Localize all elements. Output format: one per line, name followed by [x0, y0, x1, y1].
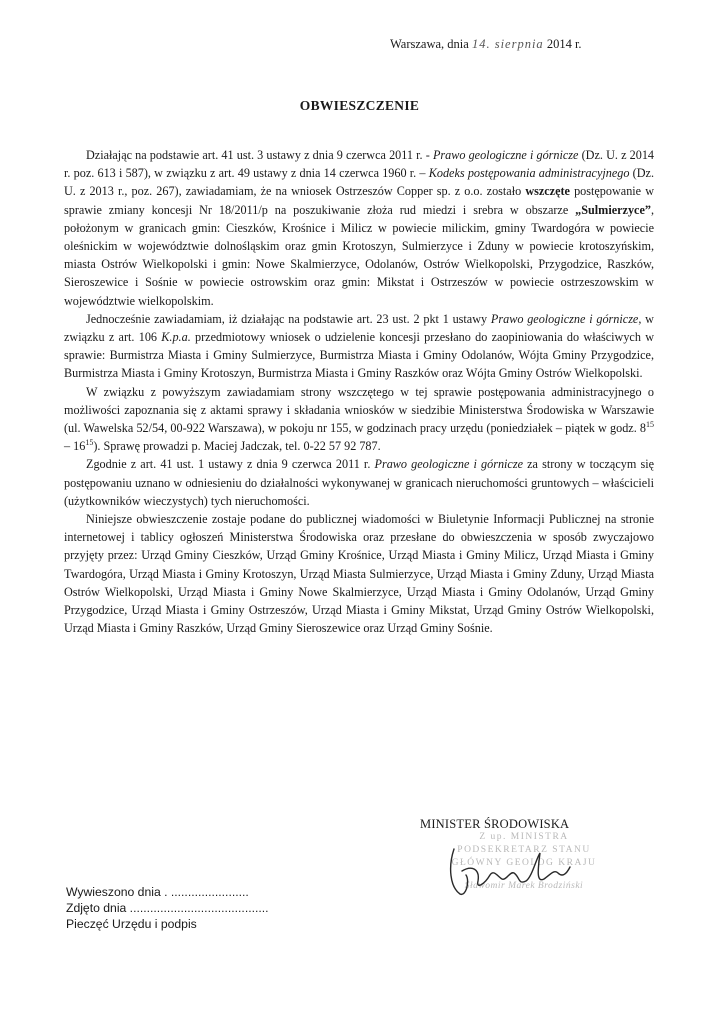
- handwritten-signature: [440, 839, 590, 899]
- minister-title: MINISTER ŚRODOWISKA: [420, 817, 570, 831]
- paragraph-2: Jednocześnie zawiadamiam, iż działając na podstawie art. 23 ust. 2 pkt 1 ustawy Prawo geologiczne i górnicze, w związku z art. 106 K.p.a. przedmiotowy wniosek o udzielenie koncesji przesłano do zaopiniowania do właściwych w sprawie: Burmistrza Miasta i Gminy Sulmierzyce, Burmistrza Miasta i Gminy Odolanów, Wójta Gminy Przygodzice, Burmistrza Miasta i Gminy Krotoszyn, Burmistrza Miasta i Gminy Raszków oraz Wójta Gminy Ostrów Wielkopolski.: [64, 311, 654, 381]
- paragraph-3: W związku z powyższym zawiadamiam strony wszczętego w tej sprawie postępowania administracyjnego o możliwości zapoznania się z aktami sprawy i składania wniosków w siedzibie Ministerstwa Środowiska w Warszawie (ul. Wawelska 52/54, 00-922 Warszawa), w pokoju nr 155, w godzinach pracy urzędu (poniedziałek – piątek w godz. $8^{15} - 16^{15}$). Sprawę prowadzi p. Maciej Jadczak, tel. 0-22 57 92 787.: [64, 384, 654, 454]
- handwritten-date: 14. sierpnia: [471, 37, 544, 51]
- stamp-line-1: Z up. MINISTRA: [479, 832, 569, 842]
- paragraph-1: Działając na podstawie art. 41 ust. 3 ustawy z dnia 9 czerwca 2011 r. - Prawo geologiczne i górnicze (Dz. U. z 2014 r. poz. 613 i 587), w związku z art. 49 ustawy z dnia 14 czerwca 1960 r. – Kodeks postępowania administracyjnego (Dz. U. z 2013 r., poz. 267), zawiadamiam, że na wniosek Ostrzeszów Copper sp. z o.o. zostało wszczęte postępowanie w sprawie zmiany koncesji Nr 18/2011/p na poszukiwanie złoża rud miedzi i srebra w obszarze „Sulmierzyce”, położonym w granicach gmin: Cieszków, Krośnice i Milicz w powiecie milickim, gminy Twardogóra w powiecie oleśnickim w województwie dolnośląskim oraz gmin Krotoszyn, Sulmierzyce i Zduny w powiecie krotoszyńskim, miasta Ostrów Wielkopolski i gmin: Nowe Skalmierzyce, Odolanów, Ostrów Wielkopolski, Przygodzice, Raszków, Sieroszewice i Sośnie w powiecie ostrowskim oraz gmin: Mikstat i Ostrzeszów w powiecie ostrzeszowskim w województwie wielkopolskim.: [64, 148, 655, 308]
- paragraph-4: Zgodnie z art. 41 ust. 1 ustawy z dnia 9 czerwca 2011 r. Prawo geologiczne i górnicze za strony w toczącym się postępowaniu uznano w odniesieniu do działalności wykonywanej w granicach nieruchomości gruntowych – właścicieli (użytkowników wieczystych) tych nieruchomości.: [64, 457, 654, 508]
- stamp-line-2: PODSEKRETARZ STANU: [457, 845, 591, 855]
- signature-block: [420, 817, 630, 927]
- place-and-date: [390, 37, 690, 52]
- document-body: [64, 146, 654, 637]
- date-year: 2014 r.: [546, 37, 582, 51]
- paragraph-5: Niniejsze obwieszczenie zostaje podane do publicznej wiadomości w Biuletynie Informacji Publicznej na stronie internetowej i tablicy ogłoszeń Ministerstwa Środowiska oraz przesłane do obwieszczenia w sposób zwyczajowo przyjęty przez: Urząd Gminy Cieszków, Urząd Gminy Krośnice, Urząd Miasta i Gminy Milicz, Urząd Miasta i Gminy Twardogóra, Urząd Miasta i Gminy Krotoszyn, Urząd Miasta Sulmierzyce, Urząd Miasta i Gminy Zduny, Urząd Miasta Ostrów Wielkopolski, Urząd Miasta i Gminy Nowe Skalmierzyce, Urząd Miasta i Gminy Odolanów, Urząd Gminy Przygodzice, Urząd Miasta i Gminy Ostrzeszów, Urząd Miasta i Gminy Mikstat, Urząd Gminy Ostrów Wielkopolski, Urząd Miasta i Gminy Raszków, Urząd Gminy Sieroszewice oraz Urząd Gminy Sośnie.: [64, 512, 654, 636]
- office-stamp-signature-line: Pieczęć Urzędu i podpis: [66, 917, 197, 931]
- removed-date-line: Zdjęto dnia .........................................: [66, 901, 269, 915]
- document-title: OBWIESZCZENIE: [299, 98, 420, 113]
- stamp-line-3: GŁÓWNY GEOLOG KRAJU: [451, 858, 597, 868]
- posting-notes: [66, 884, 346, 932]
- date-prefix: Warszawa, dnia: [390, 37, 469, 51]
- posted-date-line: Wywieszono dnia . .......................: [66, 885, 249, 899]
- stamp-signatory-name: Sławomir Marek Brodziński: [464, 881, 584, 891]
